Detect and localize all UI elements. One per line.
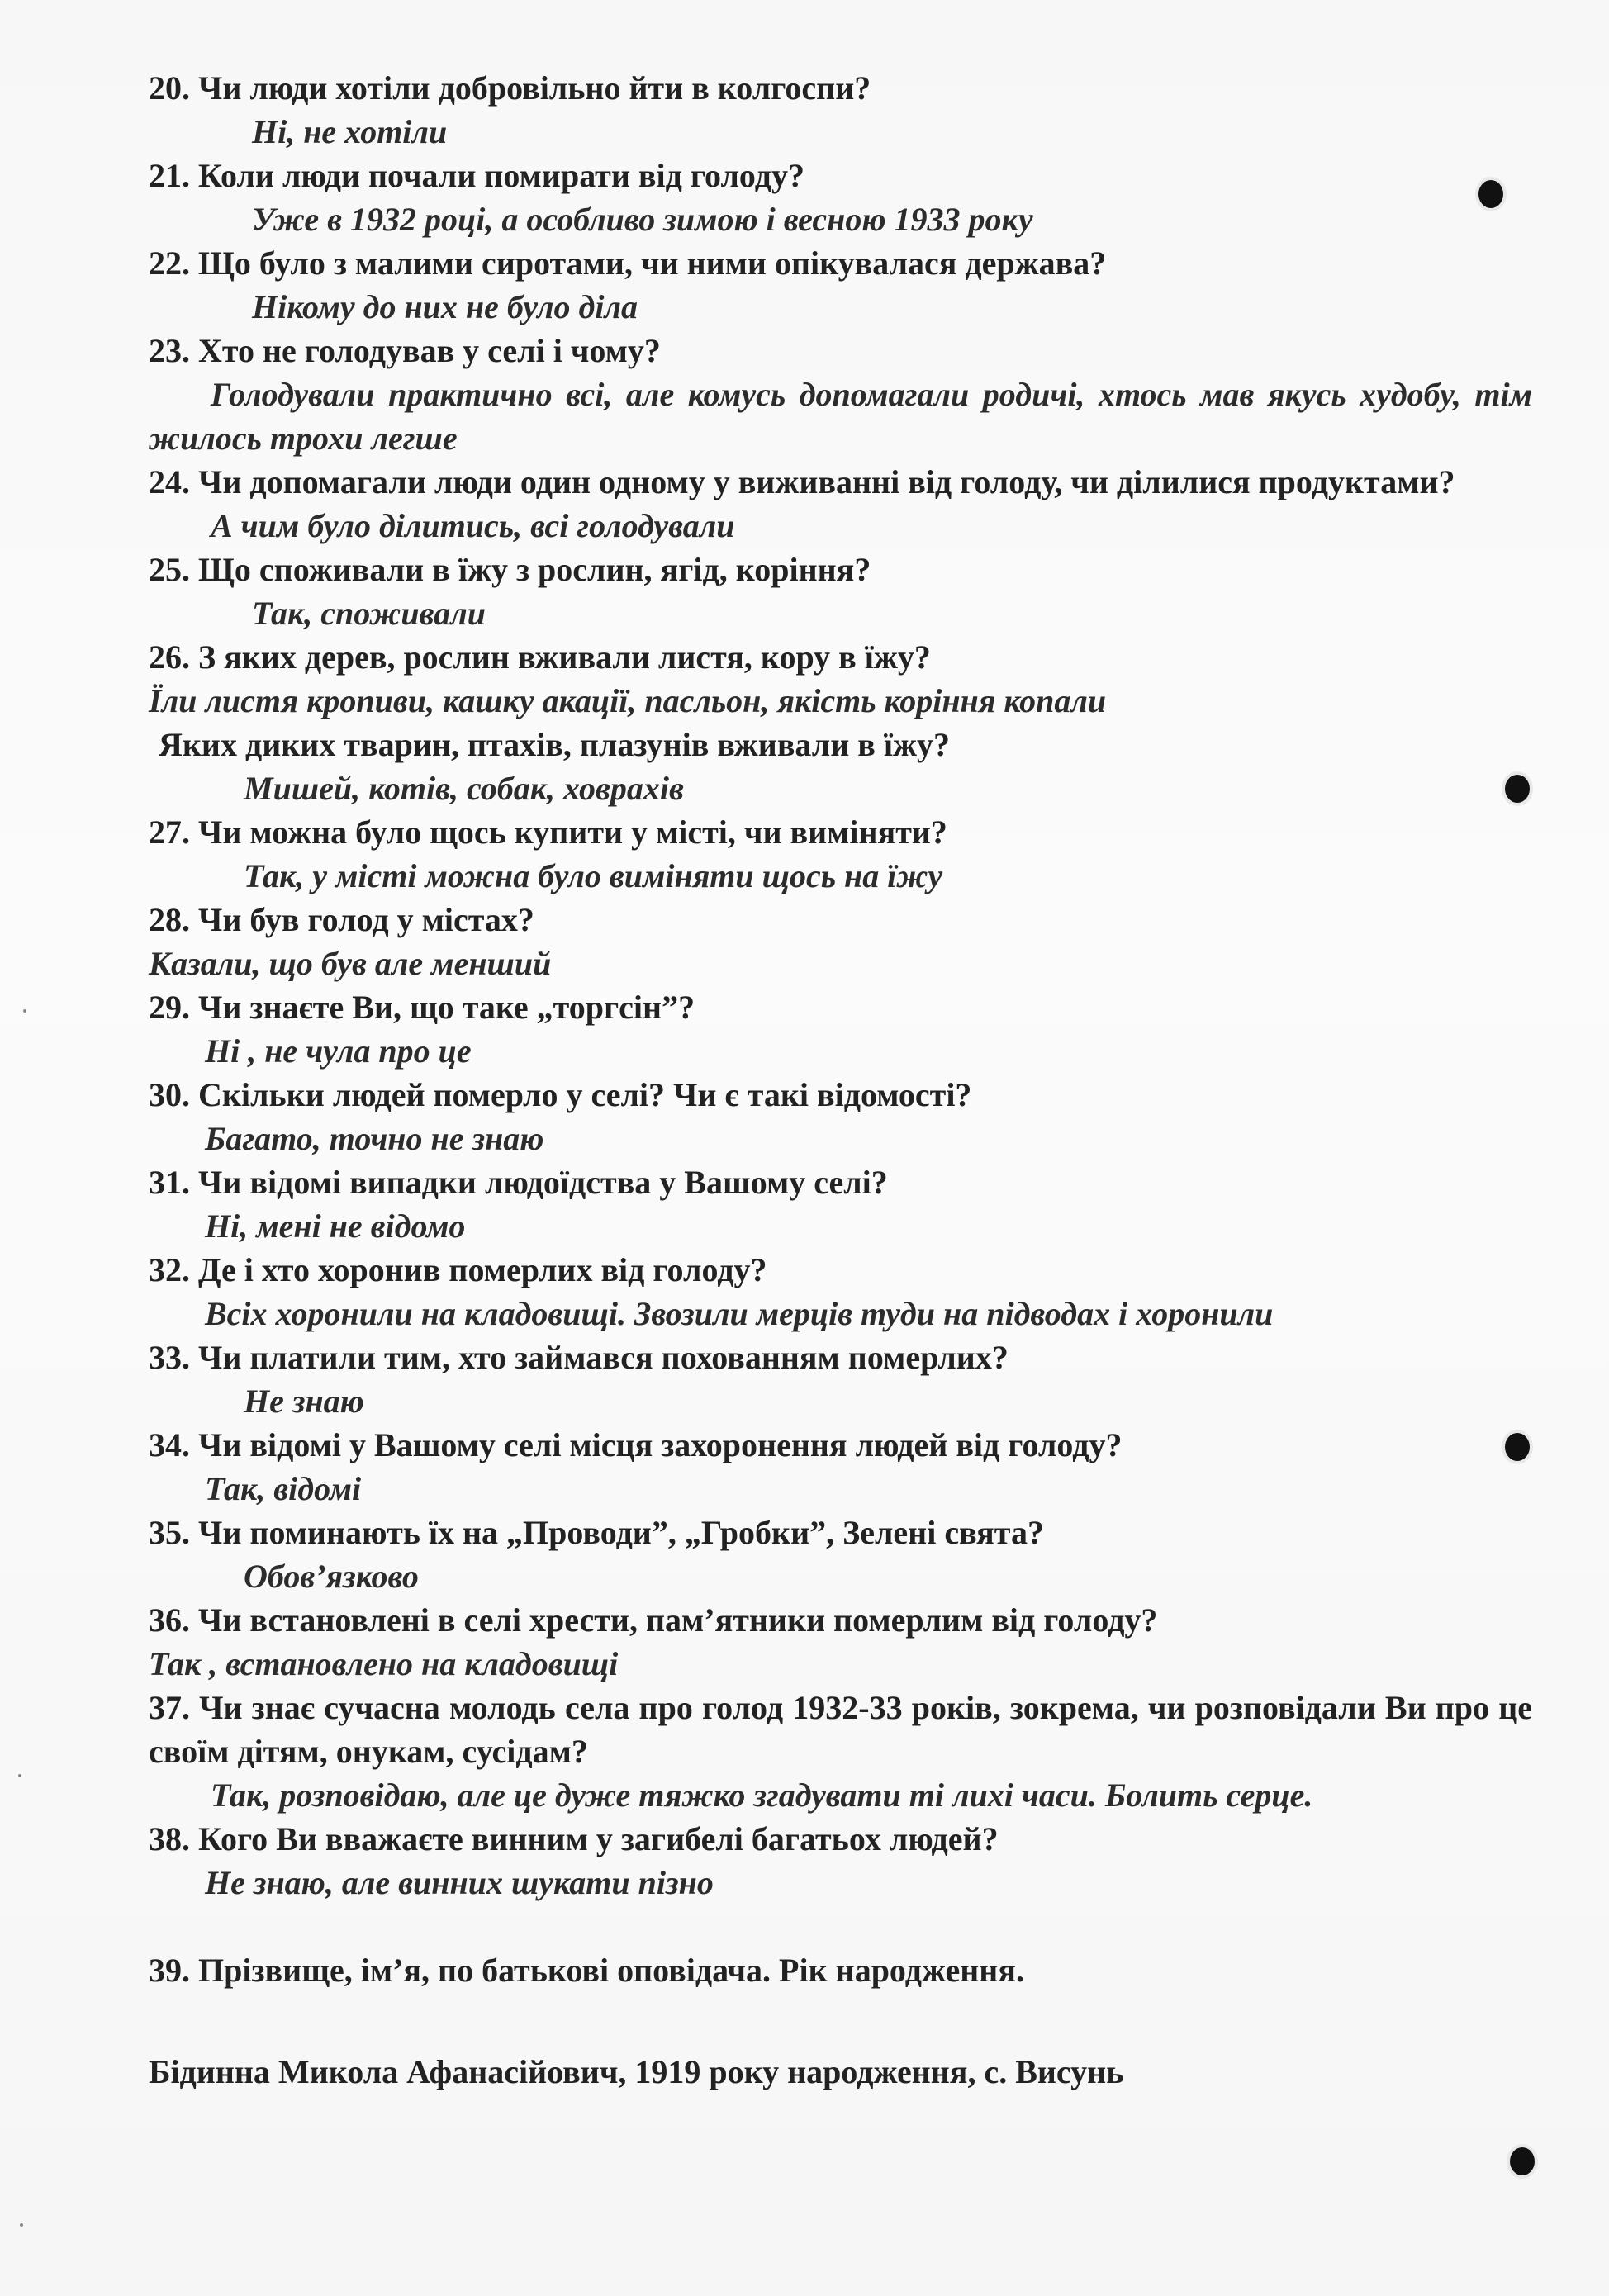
answer-27: Так, у місті можна було виміняти щось на їжу bbox=[244, 857, 943, 894]
question-25: 25. Що споживали в їжу з рослин, ягід, коріння? bbox=[149, 551, 871, 588]
punch-hole bbox=[1510, 2147, 1535, 2175]
question-24: 24. Чи допомагали люди один одному у виживанні від голоду, чи ділилися продуктами? bbox=[149, 463, 1455, 500]
answer-37: Так, розповідаю, але це дуже тяжко згадувати ті лихі часи. Болить серце. bbox=[211, 1777, 1313, 1814]
respondent-info: Бідинна Микола Афанасійович, 1919 року народження, с. Висунь bbox=[149, 2053, 1124, 2090]
answer-32: Всіх хоронили на кладовищі. Звозили мерців туди на підводах і хоронили bbox=[205, 1295, 1274, 1332]
question-29: 29. Чи знаєте Ви, що таке „торгсін”? bbox=[149, 989, 695, 1026]
question-20: 20. Чи люди хотіли добровільно йти в колгоспи? bbox=[149, 69, 871, 107]
question-35: 35. Чи поминають їх на „Проводи”, „Гробки”, Зелені свята? bbox=[149, 1514, 1044, 1551]
answer-34: Так, відомі bbox=[205, 1470, 362, 1507]
scan-speck bbox=[23, 1009, 26, 1013]
question-38: 38. Кого Ви вважаєте винним у загибелі багатьох людей? bbox=[149, 1820, 999, 1857]
answer-24: А чим було ділитись, всі голодували bbox=[211, 507, 735, 544]
question-34: 34. Чи відомі у Вашому селі місця захоронення людей від голоду? bbox=[149, 1426, 1123, 1463]
question-28: 28. Чи був голод у містах? bbox=[149, 901, 534, 938]
question-30: 30. Скільки людей померло у селі? Чи є такі відомості? bbox=[149, 1076, 972, 1113]
question-36: 36. Чи встановлені в селі хрести, пам’ятники померлим від голоду? bbox=[149, 1601, 1158, 1639]
answer-23: Голодували практично всі, але комусь допомагали родичі, хтось мав якусь худобу, тім жилось трохи легше bbox=[149, 376, 1532, 457]
answer-21: Уже в 1932 році, а особливо зимою і весною 1933 року bbox=[252, 201, 1033, 238]
answer-33: Не знаю bbox=[244, 1383, 364, 1420]
question-32: 32. Де і хто хоронив померлих від голоду? bbox=[149, 1251, 767, 1288]
answer-20: Ні, не хотіли bbox=[252, 113, 448, 150]
question-21: 21. Коли люди почали помирати від голоду? bbox=[149, 157, 804, 194]
question-39: 39. Прізвище, ім’я, по батькові оповідача. Рік народження. bbox=[149, 1952, 1024, 1989]
question-22: 22. Що було з малими сиротами, чи ними опікувалася держава? bbox=[149, 244, 1107, 282]
question-23: 23. Хто не голодував у селі і чому? bbox=[149, 332, 661, 369]
answer-25: Так, споживали bbox=[252, 595, 486, 632]
answer-26-animals: Мишей, котів, собак, ховрахів bbox=[244, 770, 684, 807]
answer-26: Їли листя кропиви, кашку акації, пасльон, якість коріння копали bbox=[149, 682, 1107, 719]
question-26-animals: Яких диких тварин, птахів, плазунів вживали в їжу? bbox=[159, 726, 950, 763]
scan-speck bbox=[20, 2223, 23, 2227]
question-31: 31. Чи відомі випадки людоїдства у Вашому селі? bbox=[149, 1164, 888, 1201]
answer-31: Ні, мені не відомо bbox=[205, 1207, 466, 1245]
answer-38: Не знаю, але винних шукати пізно bbox=[205, 1864, 714, 1901]
question-37: 37. Чи знає сучасна молодь села про голод 1932-33 років, зокрема, чи розповідали Ви про це своїм дітям, онукам, сусідам? bbox=[149, 1689, 1532, 1770]
answer-36: Так , встановлено на кладовищі bbox=[149, 1645, 619, 1682]
scan-speck bbox=[18, 1774, 21, 1777]
question-27: 27. Чи можна було щось купити у місті, чи виміняти? bbox=[149, 814, 947, 851]
spacer bbox=[149, 1905, 1532, 1948]
answer-30: Багато, точно не знаю bbox=[205, 1120, 544, 1157]
answer-35: Обов’язково bbox=[244, 1558, 419, 1595]
answer-22: Нікому до них не було діла bbox=[252, 288, 638, 325]
question-26: 26. З яких дерев, рослин вживали листя, кору в їжу? bbox=[149, 638, 931, 676]
question-33: 33. Чи платили тим, хто займався похованням померлих? bbox=[149, 1339, 1009, 1376]
answer-29: Ні , не чула про це bbox=[205, 1032, 472, 1070]
questionnaire bbox=[149, 66, 1532, 2094]
answer-28: Казали, що був але менший bbox=[149, 945, 552, 982]
spacer bbox=[149, 1992, 1532, 2050]
